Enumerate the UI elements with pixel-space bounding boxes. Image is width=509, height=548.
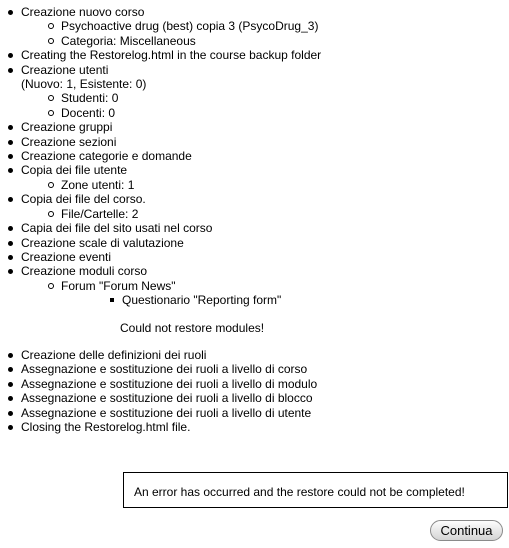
list-item: [40, 279, 509, 335]
continue-button[interactable]: Continua: [430, 520, 503, 541]
step-copy-user-files: Copia dei file utente: [21, 163, 128, 178]
restore-steps-list: [0, 5, 509, 434]
list-item: [0, 406, 509, 420]
module-forum: Forum "Forum News": [61, 278, 176, 293]
step-role-definitions: Creazione delle definizioni dei ruoli: [21, 347, 207, 362]
list-item: [0, 420, 509, 434]
list-item: [0, 149, 509, 163]
step-roles-block: Assegnazione e sostituzione dei ruoli a livello di blocco: [21, 391, 313, 406]
list-item: [0, 348, 509, 362]
list-item: [0, 192, 509, 221]
users-counts: (Nuovo: 1, Esistente: 0): [21, 77, 147, 92]
list-item: [0, 236, 509, 250]
teachers-count: Docenti: 0: [61, 105, 116, 120]
list-item: [0, 48, 509, 62]
step-copy-site-files: Capia dei file del sito usati nel corso: [21, 221, 213, 236]
list-item: [0, 163, 509, 192]
step-create-events: Creazione eventi: [21, 249, 112, 264]
list-item: [40, 106, 509, 120]
module-sublist: [101, 293, 509, 307]
list-item: [0, 120, 509, 134]
error-message-text: An error has occurred and the restore could not be completed!: [134, 485, 465, 499]
students-count: Studenti: 0: [61, 91, 119, 106]
list-item: [0, 377, 509, 391]
course-name: Psychoactive drug (best) copia 3 (PsycoDrug_3): [61, 19, 319, 34]
users-details-list: [40, 91, 509, 120]
list-item: [0, 5, 509, 48]
step-create-sections: Creazione sezioni: [21, 134, 117, 149]
list-item: [40, 178, 509, 192]
list-item: [0, 250, 509, 264]
step-restorelog-create: Creating the Restorelog.html in the course backup folder: [21, 48, 322, 63]
step-create-course: Creazione nuovo corso: [21, 5, 145, 19]
step-copy-course-files: Copia dei file del corso.: [21, 192, 146, 207]
user-files-details-list: [40, 178, 509, 192]
list-item: [0, 221, 509, 235]
course-files-details-list: [40, 207, 509, 221]
step-restorelog-close: Closing the Restorelog.html file.: [21, 419, 191, 434]
list-item: [40, 91, 509, 105]
list-item: [40, 207, 509, 221]
modules-error-message: Could not restore modules!: [120, 320, 265, 335]
list-item: [40, 34, 509, 48]
module-questionnaire: Questionario "Reporting form": [122, 293, 282, 308]
error-message-box: [123, 472, 508, 508]
modules-list: [40, 279, 509, 335]
step-create-scales: Creazione scale di valutazione: [21, 235, 184, 250]
files-folders-count: File/Cartelle: 2: [61, 206, 139, 221]
list-item: [0, 63, 509, 121]
course-details-list: [40, 19, 509, 48]
list-item: [0, 362, 509, 376]
step-roles-module: Assegnazione e sostituzione dei ruoli a livello di modulo: [21, 376, 318, 391]
restore-log: [0, 5, 509, 434]
list-item: [0, 135, 509, 149]
step-create-modules: Creazione moduli corso: [21, 264, 148, 279]
step-roles-user: Assegnazione e sostituzione dei ruoli a livello di utente: [21, 405, 312, 420]
user-zones: Zone utenti: 1: [61, 177, 135, 192]
step-roles-course: Assegnazione e sostituzione dei ruoli a livello di corso: [21, 362, 308, 377]
step-create-users: Creazione utenti: [21, 62, 109, 77]
list-item: [40, 19, 509, 33]
step-create-groups: Creazione gruppi: [21, 120, 113, 135]
list-item: [0, 264, 509, 335]
course-category: Categoria: Miscellaneous: [61, 33, 196, 48]
step-create-categories: Creazione categorie e domande: [21, 149, 192, 164]
list-item: [101, 293, 509, 307]
list-item: [0, 391, 509, 405]
